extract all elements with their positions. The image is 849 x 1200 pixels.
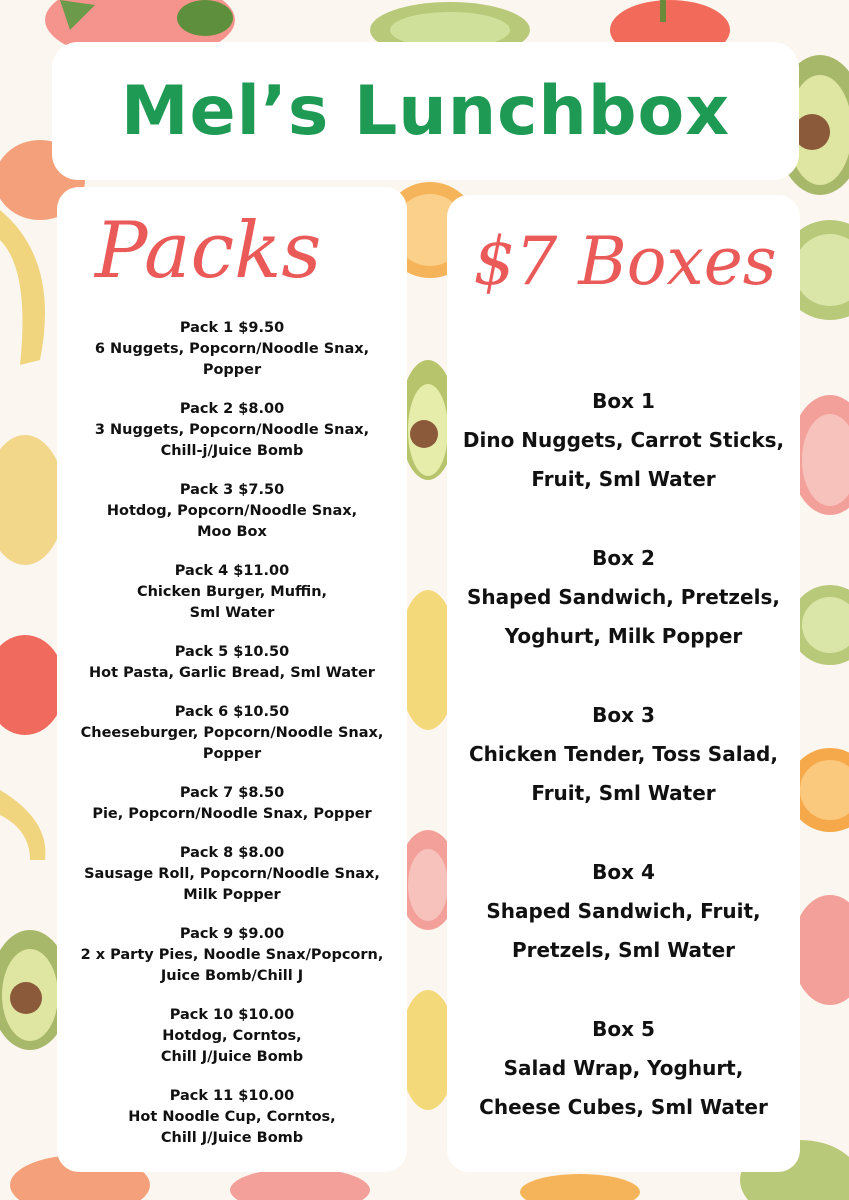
strawberry-lower-icon [792, 895, 849, 1005]
pack-2-line: Chill-j/Juice Bomb [160, 443, 304, 459]
pack-8-line: Sausage Roll, Popcorn/Noodle Snax, [84, 866, 380, 882]
box-3-line: Fruit, Sml Water [531, 781, 716, 805]
pack-9-line: Juice Bomb/Chill J [160, 968, 304, 984]
pack-10-title: Pack 10 $10.00 [169, 1007, 295, 1023]
boxes-list [447, 382, 800, 1127]
pack-2-title: Pack 2 $8.00 [179, 401, 285, 417]
box-5-line: Cheese Cubes, Sml Water [479, 1095, 768, 1119]
pack-6-line: Cheeseburger, Popcorn/Noodle Snax, [80, 725, 384, 741]
pack-3-line: Hotdog, Popcorn/Noodle Snax, [106, 503, 358, 519]
banana-icon [0, 210, 45, 365]
boxes-heading: $7 Boxes [473, 223, 777, 300]
box-5-line: Salad Wrap, Yoghurt, [503, 1056, 744, 1080]
box-2-line: Shaped Sandwich, Pretzels, [467, 585, 780, 609]
pack-1-line: Popper [202, 362, 262, 378]
pack-7-line: Pie, Popcorn/Noodle Snax, Popper [92, 806, 372, 822]
box-5-title: Box 5 [592, 1017, 655, 1041]
pack-2-line: 3 Nuggets, Popcorn/Noodle Snax, [94, 422, 370, 438]
pack-4-title: Pack 4 $11.00 [174, 563, 290, 579]
box-3-title: Box 3 [592, 703, 655, 727]
red-apple-icon [0, 635, 65, 735]
box-4-line: Pretzels, Sml Water [511, 938, 736, 962]
pack-11-line: Chill J/Juice Bomb [160, 1130, 304, 1146]
pack-9-line: 2 x Party Pies, Noodle Snax/Popcorn, [80, 947, 384, 963]
pack-3-title: Pack 3 $7.50 [179, 482, 285, 498]
pack-5-line: Hot Pasta, Garlic Bread, Sml Water [89, 665, 375, 681]
box-1-line: Dino Nuggets, Carrot Sticks, [462, 428, 785, 452]
pack-8-line: Milk Popper [183, 887, 281, 903]
pack-11-title: Pack 11 $10.00 [169, 1088, 295, 1104]
pack-4-line: Sml Water [189, 605, 275, 621]
box-4-line: Shaped Sandwich, Fruit, [486, 899, 761, 923]
box-1-title: Box 1 [592, 389, 655, 413]
pack-10-line: Chill J/Juice Bomb [160, 1049, 304, 1065]
box-1-line: Fruit, Sml Water [531, 467, 716, 491]
pack-9-title: Pack 9 $9.00 [179, 926, 285, 942]
pack-11-line: Hot Noodle Cup, Corntos, [128, 1109, 336, 1125]
pack-5-title: Pack 5 $10.50 [174, 644, 290, 660]
pack-4-line: Chicken Burger, Muffin, [136, 584, 328, 600]
packs-list [57, 318, 407, 1149]
banana-lower-icon [0, 790, 45, 860]
pack-6-line: Popper [202, 746, 262, 762]
pack-1-title: Pack 1 $9.50 [179, 320, 285, 336]
page-title: Mel’s Lunchbox [120, 72, 731, 151]
packs-heading: Packs [95, 206, 322, 296]
box-3-line: Chicken Tender, Toss Salad, [469, 742, 778, 766]
pack-8-title: Pack 8 $8.00 [179, 845, 285, 861]
box-2-line: Yoghurt, Milk Popper [504, 624, 743, 648]
pack-3-line: Moo Box [197, 524, 267, 540]
pear-icon [0, 435, 65, 565]
pack-10-line: Hotdog, Corntos, [162, 1028, 302, 1044]
box-4-title: Box 4 [592, 860, 655, 884]
title-banner [52, 42, 799, 180]
pack-7-title: Pack 7 $8.50 [179, 785, 285, 801]
pack-1-line: 6 Nuggets, Popcorn/Noodle Snax, [94, 341, 370, 357]
box-2-title: Box 2 [592, 546, 655, 570]
pack-6-title: Pack 6 $10.50 [174, 704, 290, 720]
